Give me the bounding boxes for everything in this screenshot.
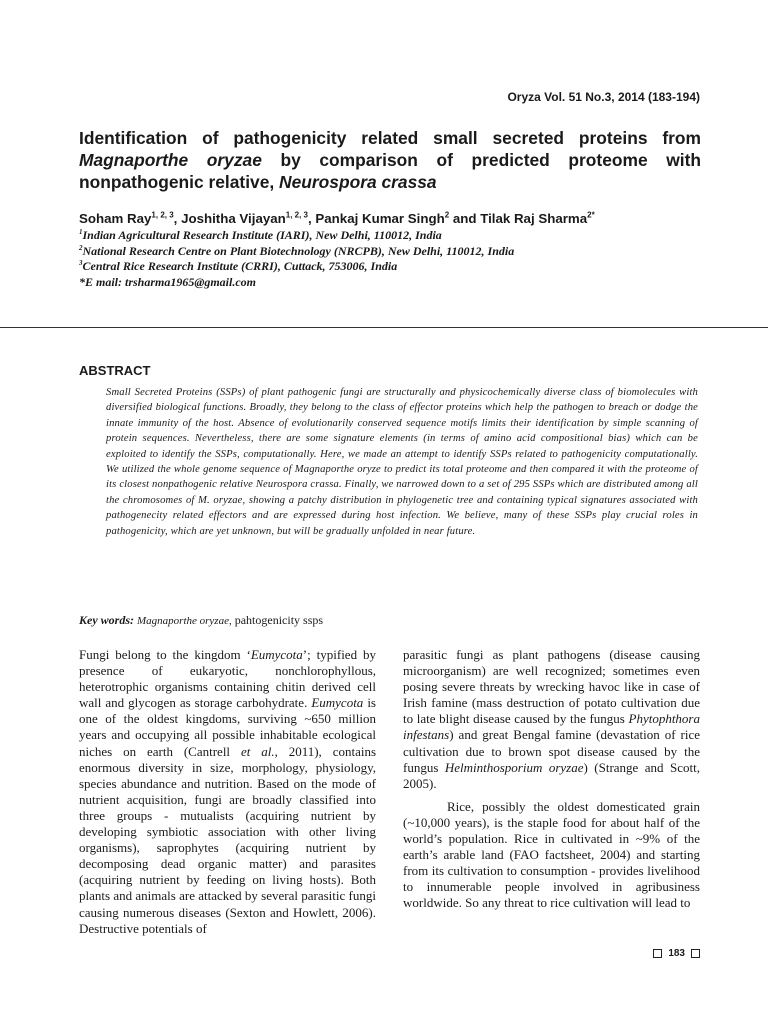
affiliation-text: Indian Agricultural Research Institute (IARI), New Delhi, 110012, India — [82, 228, 442, 242]
body-column-left — [79, 647, 376, 937]
body-paragraph — [79, 647, 376, 937]
body-text: ) (Strange and Scott, 2005). — [403, 759, 700, 791]
keyword-rest: pahtogenicity ssps — [231, 613, 324, 627]
article-title — [79, 127, 701, 193]
author-affil-ref: 2 — [444, 210, 450, 220]
journal-citation: Oryza Vol. 51 No.3, 2014 (183-194) — [507, 90, 700, 104]
author-name: Tilak Raj Sharma — [480, 211, 588, 226]
author-separator: and — [449, 211, 481, 226]
affiliation-marker: 1 — [79, 228, 83, 236]
author-affil-ref: 1, 2, 3 — [285, 210, 309, 220]
author-separator: , — [308, 211, 316, 226]
body-text: is one of the oldest kingdoms, surviving ~650 million years and occupying all possible inhabitable ecological niches on earth (Cantrell — [79, 695, 376, 759]
affiliation-line — [79, 228, 514, 244]
body-text: ’; typified by presence of eukaryotic, nonchlorophyllous, heterotrophic organisms containing chitin derived cell wall and glycogen as storage carbohydrate. — [79, 647, 376, 711]
keywords — [79, 613, 323, 628]
author-name: Pankaj Kumar Singh — [315, 211, 445, 226]
section-divider — [0, 327, 768, 328]
affiliations — [79, 228, 514, 290]
page-number: 183 — [668, 948, 685, 959]
title-species-1: Magnaporthe oryzae — [79, 150, 262, 170]
author-separator: , — [173, 211, 182, 226]
affiliation-line — [79, 244, 514, 260]
body-paragraph: Rice, possibly the oldest domesticated grain (~10,000 years), is the staple food for about half of the world’s population. Rice in cultivated in ~9% of the earth’s arable land (FAO factsheet, 2004) and starting from its cultivation to consumption - provides livelihood to innumerable people involved in agribusiness worldwide. So any threat to rice cultivation will lead to — [403, 798, 700, 911]
abstract-body: Small Secreted Proteins (SSPs) of plant pathogenic fungi are structurally and physicochemically diverse class of biomolecules with diversified biological functions. Broadly, they belong to the class of effector proteins which help the pathogen to breach or dodge the innate immunity of the host. Absence of evolutionarily conserved sequence motifs limits their identification by simple scanning of protein sequences. Nevertheless, there are some signature elements (in terms of amino acid compositional bias) which can be exploited to identify the SSPs, computationally. Here, we made an attempt to identify SSPs related to pathogenicity computationally. We utilized the whole genome sequence of Magnaporthe oryze to predict its total proteome and then compared it with the proteome of its closest nonpathogenic relative Neurospora crassa. Finally, we narrowed down to a set of 295 SSPs which are distributed among all the chromosomes of M. oryzae, showing a patchy distribution in phylogenetic tree and containing typical signatures associated with pathogenecity related effectors and are expressed during host infection. We believe, many of these SSPs play crucial roles in pathogenicity, which are yet unknown, but will be gradually unfolded in near future. — [106, 387, 698, 537]
author-name: Joshitha Vijayan — [181, 211, 286, 226]
body-paragraph — [403, 647, 700, 792]
author-list — [79, 211, 595, 226]
body-text: parasitic fungi as plant pathogens (disease causing microorganism) are well recognized; sometimes even posing severe threats by wrecking havoc like in case of Irish famine (mass destruction of potato cultivation due to late blight disease caused by the fungus — [403, 647, 700, 727]
body-italic: Phytophthora infestans — [403, 711, 700, 743]
page-footer — [653, 948, 700, 959]
square-ornament-icon — [691, 949, 700, 958]
square-ornament-icon — [653, 949, 662, 958]
body-italic: Eumycota — [311, 695, 364, 711]
body-text: ) and great Bengal famine (devastation of rice cultivation due to brown spot disease caused by the fungus — [403, 727, 700, 775]
author-name: Soham Ray — [79, 211, 152, 226]
body-text: Fungi belong to the kingdom ‘ — [79, 647, 251, 662]
affiliation-text: Central Rice Research Institute (CRRI), Cuttack, 753006, India — [82, 259, 398, 273]
body-italic: Helminthosporium oryzae — [444, 759, 584, 775]
affiliation-marker: 3 — [79, 259, 83, 267]
author-affil-ref: 1, 2, 3 — [151, 210, 174, 220]
affiliation-text: National Research Centre on Plant Biotechnology (NRCPB), New Delhi, 110012, India — [82, 243, 515, 258]
title-text-2: by comparison of predicted proteome with nonpathogenic relative, — [79, 150, 701, 192]
abstract-heading: ABSTRACT — [79, 363, 151, 378]
corresponding-email: *E mail: trsharma1965@gmail.com — [79, 274, 256, 289]
affiliation-line — [79, 259, 514, 275]
body-column-right — [403, 647, 700, 912]
body-text: 2011), contains enormous diversity in size, morphology, physiology, species abundance and nutrition. Based on the mode of nutrient acquisition, fungi are broadly classified into three groups - mutualists (acquiring nutrient by developing symbiotic association with other living organisms), saprophytes (acquiring nutrient by decomposing dead organic matter) and parasites (acquiring nutrient by feeding on living hosts). Both plants and animals are attacked by several parasitic fungi causing numerous diseases (Sexton and Howlett, 2006). Destructive potentials of — [79, 743, 377, 936]
author-affil-ref: 2* — [587, 210, 595, 220]
keyword-species: Magnaporthe oryzae, — [137, 615, 232, 627]
affiliation-marker: 2 — [79, 243, 83, 252]
title-species-2: Neurospora crassa — [279, 172, 437, 192]
body-italic: et al., — [240, 743, 278, 759]
body-italic: Eumycota — [250, 647, 303, 662]
title-text-1: Identification of pathogenicity related small secreted proteins from — [79, 128, 701, 148]
keywords-label: Key words: — [79, 613, 134, 627]
